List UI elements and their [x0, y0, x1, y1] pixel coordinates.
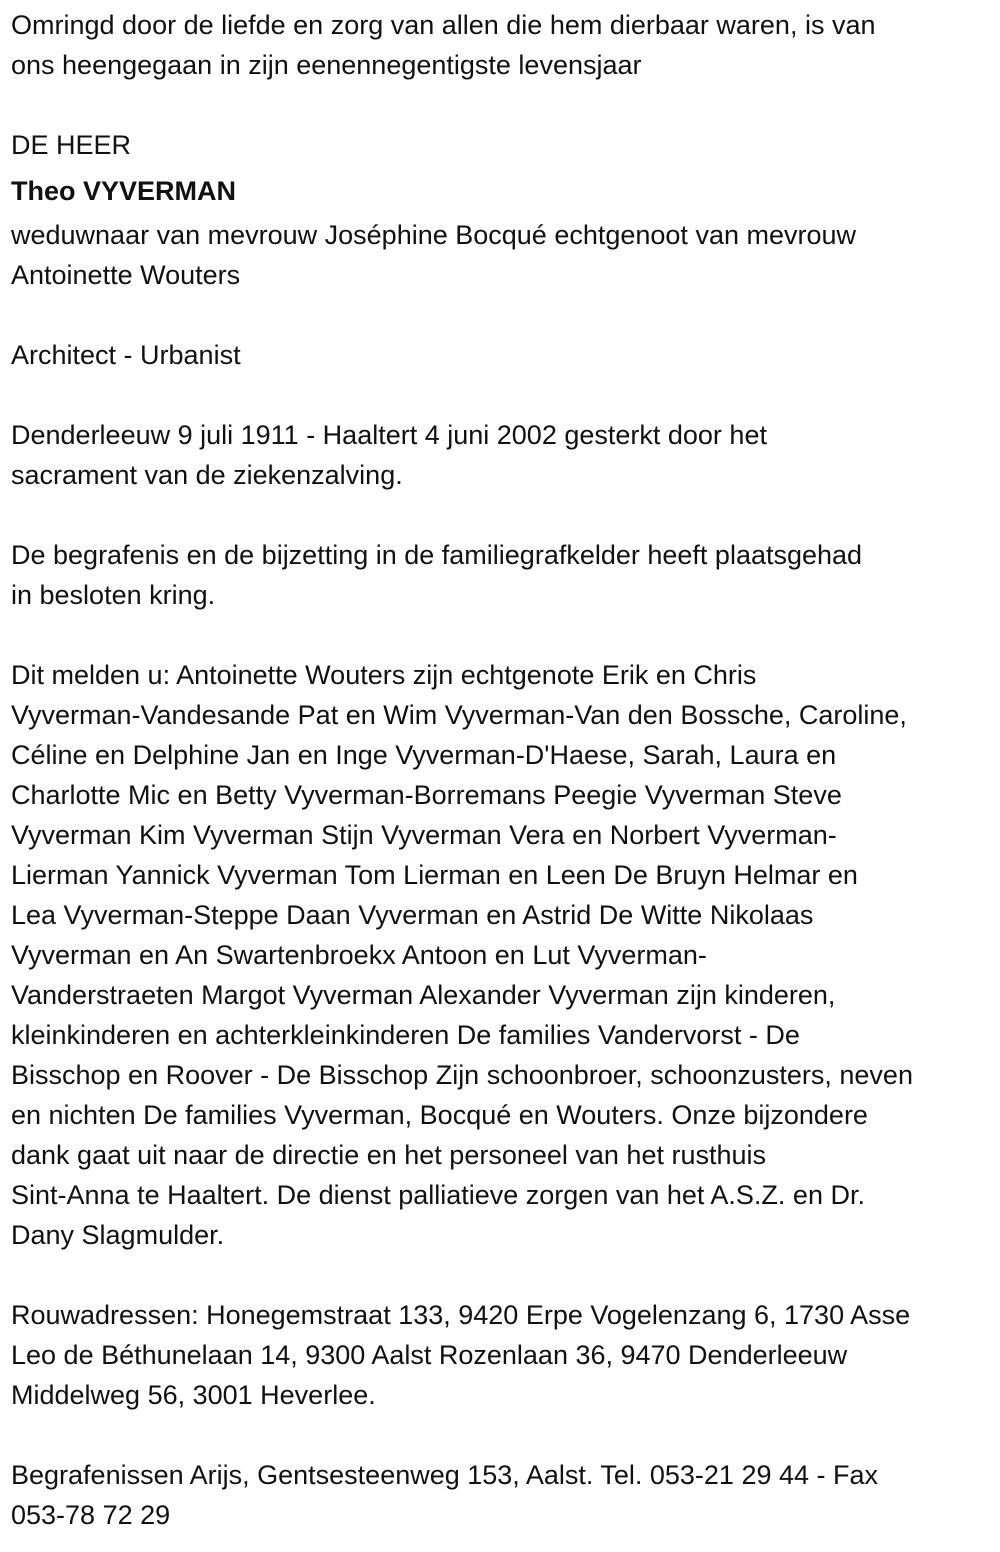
dates-paragraph	[11, 415, 1000, 495]
text-line: Leo de Béthunelaan 14, 9300 Aalst Rozenlaan 36, 9470 Denderleeuw	[11, 1340, 848, 1370]
undertaker-paragraph	[11, 1455, 1000, 1535]
text-line: Dit melden u: Antoinette Wouters zijn echtgenote Erik en Chris	[11, 660, 757, 690]
text-line: in besloten kring.	[11, 580, 216, 610]
text-line: Céline en Delphine Jan en Inge Vyverman-D'Haese, Sarah, Laura en	[11, 740, 837, 770]
text-line: Lierman Yannick Vyverman Tom Lierman en Leen De Bruyn Helmar en	[11, 860, 858, 890]
text-line: Denderleeuw 9 juli 1911 - Haaltert 4 juni 2002 gesterkt door het	[11, 420, 767, 450]
text-line: sacrament van de ziekenzalving.	[11, 460, 403, 490]
text-line: ons heengegaan in zijn eenennegentigste levensjaar	[11, 50, 642, 80]
honorific: DE HEER	[11, 130, 132, 160]
text-line: Begrafenissen Arijs, Gentsesteenweg 153, Aalst. Tel. 053-21 29 44 - Fax	[11, 1460, 879, 1490]
text-line: Sint-Anna te Haaltert. De dienst palliatieve zorgen van het A.S.Z. en Dr.	[11, 1180, 865, 1210]
text-line: kleinkinderen en achterkleinkinderen De families Vandervorst - De	[11, 1020, 800, 1050]
text-line: Charlotte Mic en Betty Vyverman-Borremans Peegie Vyverman Steve	[11, 780, 842, 810]
deceased-name: Theo VYVERMAN	[11, 176, 237, 206]
text-line: Vanderstraeten Margot Vyverman Alexander Vyverman zijn kinderen,	[11, 980, 836, 1010]
family-paragraph	[11, 655, 1000, 1255]
text-line: weduwnaar van mevrouw Joséphine Bocqué echtgenoot van mevrouw	[11, 220, 857, 250]
text-line: Lea Vyverman-Steppe Daan Vyverman en Astrid De Witte Nikolaas	[11, 900, 814, 930]
text-line: Vyverman-Vandesande Pat en Wim Vyverman-Van den Bossche, Caroline,	[11, 700, 907, 730]
text-line: Vyverman en An Swartenbroekx Antoon en Lut Vyverman-	[11, 940, 707, 970]
addresses-paragraph	[11, 1295, 1000, 1415]
funeral-paragraph	[11, 535, 1000, 615]
text-line: Vyverman Kim Vyverman Stijn Vyverman Vera en Norbert Vyverman-	[11, 820, 837, 850]
text-line: 053-78 72 29	[11, 1500, 171, 1530]
spouse-paragraph	[11, 215, 1000, 295]
text-line: Dany Slagmulder.	[11, 1220, 225, 1250]
intro-paragraph	[11, 5, 1000, 85]
profession: Architect - Urbanist	[11, 340, 241, 370]
text-line: Bisschop en Roover - De Bisschop Zijn schoonbroer, schoonzusters, neven	[11, 1060, 913, 1090]
text-line: Omringd door de liefde en zorg van allen die hem dierbaar waren, is van	[11, 10, 876, 40]
text-line: dank gaat uit naar de directie en het personeel van het rusthuis	[11, 1140, 766, 1170]
text-line: Antoinette Wouters	[11, 260, 241, 290]
text-line: Middelweg 56, 3001 Heverlee.	[11, 1380, 376, 1410]
text-line: Rouwadressen: Honegemstraat 133, 9420 Erpe Vogelenzang 6, 1730 Asse	[11, 1300, 911, 1330]
text-line: en nichten De families Vyverman, Bocqué en Wouters. Onze bijzondere	[11, 1100, 868, 1130]
text-line: De begrafenis en de bijzetting in de familiegrafkelder heeft plaatsgehad	[11, 540, 863, 570]
